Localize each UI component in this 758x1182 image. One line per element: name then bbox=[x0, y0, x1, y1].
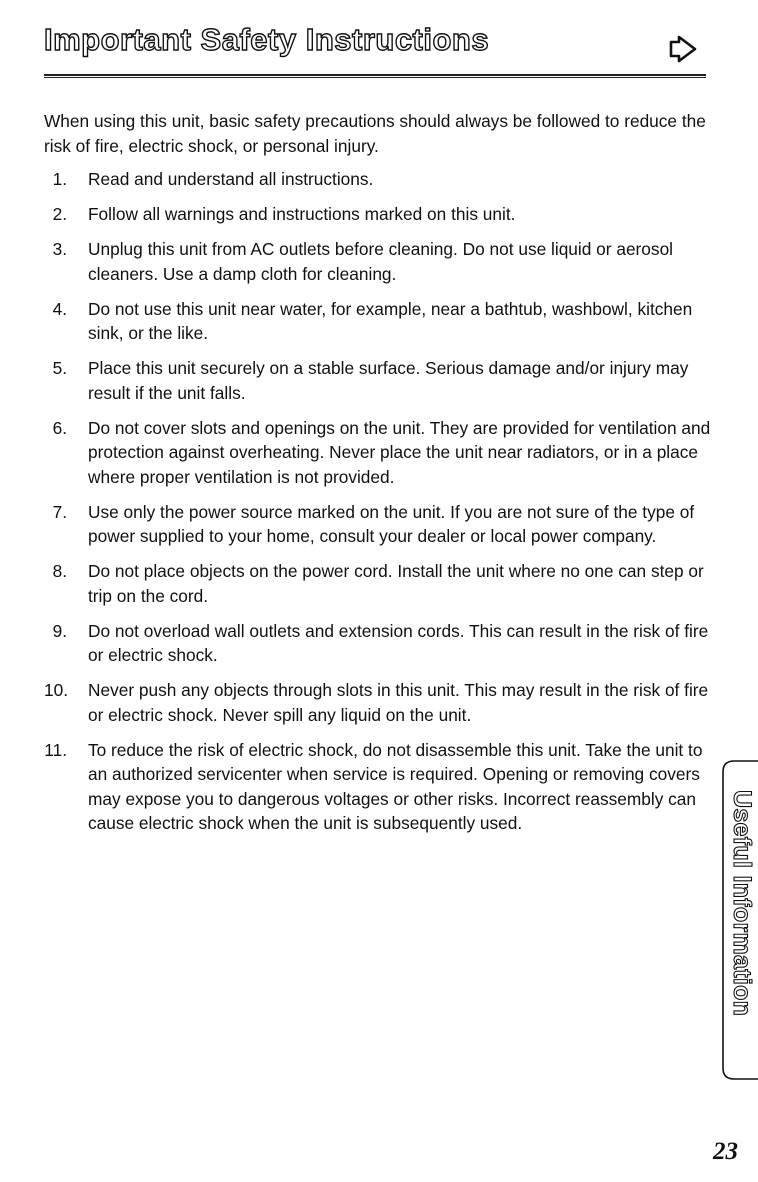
list-item bbox=[44, 416, 714, 490]
section-tab-text: Useful Information bbox=[728, 790, 756, 1017]
item-number: 10. bbox=[44, 680, 69, 700]
item-text: Unplug this unit from AC outlets before cleaning. Do not use liquid or aerosol cleaners. Use a damp cloth for cleaning. bbox=[88, 239, 674, 284]
item-number: 3. bbox=[52, 239, 67, 259]
safety-instructions-list bbox=[44, 167, 714, 846]
list-item bbox=[44, 297, 714, 346]
right-arrow-outline-icon bbox=[666, 34, 702, 64]
list-item bbox=[44, 678, 714, 727]
item-text: Follow all warnings and instructions marked on this unit. bbox=[88, 204, 516, 224]
page-title: Important Safety Instructions bbox=[44, 22, 490, 57]
list-item bbox=[44, 619, 714, 668]
item-text: Read and understand all instructions. bbox=[88, 169, 374, 189]
item-number: 5. bbox=[52, 358, 67, 378]
title-divider bbox=[44, 74, 706, 78]
item-text: Use only the power source marked on the unit. If you are not sure of the type of power supplied to your home, consult your dealer or local power company. bbox=[88, 501, 695, 546]
intro-paragraph: When using this unit, basic safety precautions should always be followed to reduce the risk of fire, electric shock, or personal injury. bbox=[44, 111, 706, 156]
item-number: 9. bbox=[52, 620, 67, 641]
item-number: 6. bbox=[52, 417, 67, 438]
item-text: Never push any objects through slots in this unit. This may result in the risk of fire or electric shock. Never spill any liquid on the unit. bbox=[88, 680, 709, 725]
list-item bbox=[44, 500, 714, 549]
page-number: 23 bbox=[713, 1138, 738, 1165]
item-text: Do not place objects on the power cord. Install the unit where no one can step or trip on the cord. bbox=[88, 561, 704, 606]
item-number: 2. bbox=[52, 204, 67, 224]
list-item bbox=[44, 356, 714, 405]
list-item bbox=[44, 237, 714, 286]
item-number: 11. bbox=[44, 739, 67, 760]
item-text: Do not overload wall outlets and extension cords. This can result in the risk of fire or electric shock. bbox=[88, 620, 709, 665]
item-number: 8. bbox=[52, 561, 67, 581]
item-text: Do not use this unit near water, for example, near a bathtub, washbowl, kitchen sink, or the like. bbox=[88, 298, 693, 343]
item-text: To reduce the risk of electric shock, do not disassemble this unit. Take the unit to an authorized servicenter when service is required. Opening or removing covers may expose you to dangerous voltages or other risks. Incorrect reassembly can cause electric shock when the unit is subsequently used. bbox=[88, 739, 703, 833]
item-number: 4. bbox=[52, 298, 67, 319]
item-text: Do not cover slots and openings on the unit. They are provided for ventilation and protection against overheating. Never place the unit near radiators, or in a place where proper ventilation is not provided. bbox=[88, 417, 711, 487]
list-item bbox=[44, 559, 714, 608]
item-text: Place this unit securely on a stable surface. Serious damage and/or injury may result if the unit falls. bbox=[88, 358, 689, 403]
list-item bbox=[44, 202, 714, 227]
item-number: 7. bbox=[52, 501, 67, 522]
list-item bbox=[44, 167, 714, 192]
list-item bbox=[44, 738, 714, 836]
item-number: 1. bbox=[52, 169, 67, 189]
